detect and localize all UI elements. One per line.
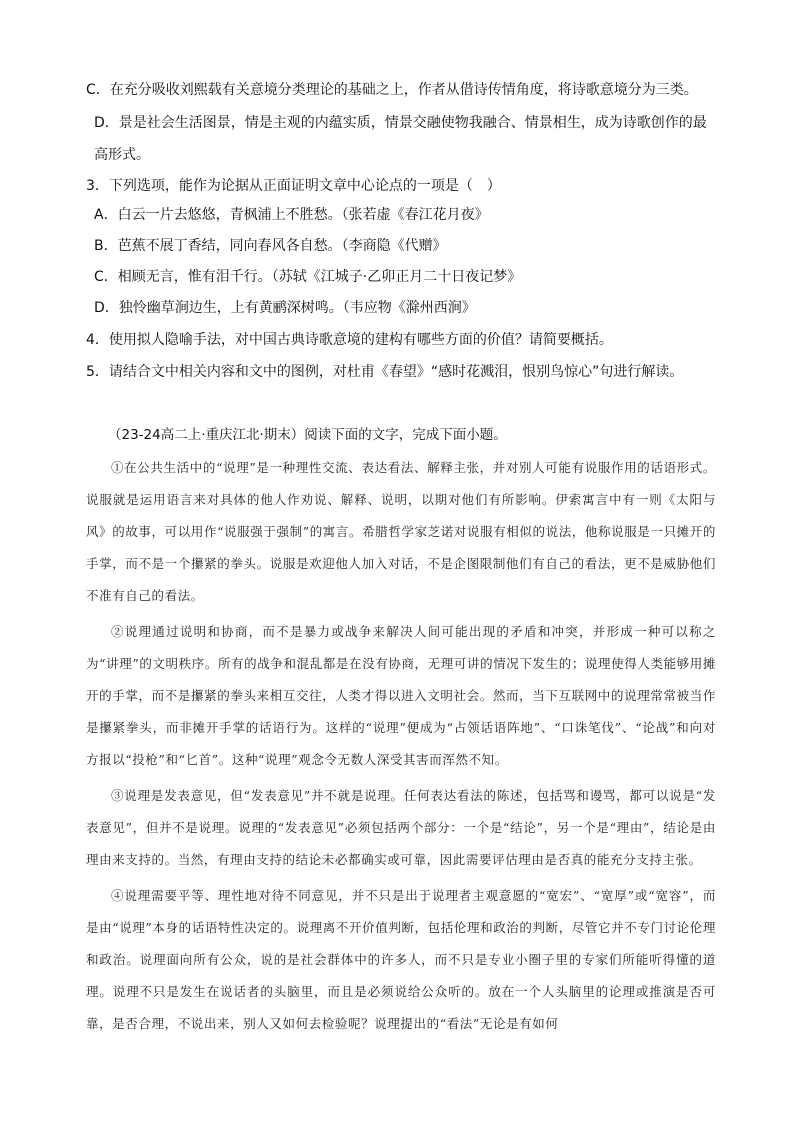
passage-body xyxy=(86,452,716,1040)
passage-paragraph-1: ①在公共生活中的“说理”是一种理性交流、表达看法、解释主张，并对别人可能有说服作用的话语形式。说服就是运用语言来对具体的他人作劝说、解释、说明，以期对他们有所影响。伊索寓言中有一则《太阳与风》的故事，可以用作“说服强于强制”的寓言。希腊哲学家芝诺对说服有相似的说法，他称说服是一只摊开的手掌，而不是一个攥紧的拳头。说服是欢迎他人加入对话，不是企图限制他们有自己的看法，更不是威胁他们不准有自己的看法。 xyxy=(86,460,716,603)
question-4: 4．使用拟人隐喻手法，对中国古典诗歌意境的建构有哪些方面的价值？请简要概括。 xyxy=(86,332,613,348)
passage-source-line: （23-24高二上·重庆江北·期末）阅读下面的文字，完成下面小题。 xyxy=(108,427,507,443)
question-3-stem: 3．下列选项，能作为论据从正面证明文章中心论点的一项是（ ） xyxy=(86,178,501,194)
passage-paragraph-3: ③说理是发表意见，但“发表意见”并不就是说理。任何表达看法的陈述，包括骂和谩骂，都可以说是“发表意见”，但并不是说理。说理的“发表意见”必须包括两个部分：一个是“结论”，另一个是“理由”，结论是由理由来支持的。当然，有理由支持的结论未必都确实或可靠，因此需要评估理由是否真的能充分支持主张。 xyxy=(86,788,716,867)
passage-paragraph-4: ④说理需要平等、理性地对待不同意见，并不只是出于说理者主观意愿的“宽宏”、“宽厚”或“宽容”，而是由“说理”本身的话语特性决定的。说理离不开价值判断，包括伦理和政治的判断，尽管它并不专门讨论伦理和政治。说理面向所有公众，说的是社会群体中的许多人，而不只是专业小圈子里的专家们所能听得懂的道理。说理不只是发生在说话者的头脑里，而且是必须说给公众听的。放在一个人头脑里的论理或推演是否可靠，是否合理，不说出来，别人又如何去检验呢？说理提出的“看法”无论是有如何 xyxy=(86,888,716,1031)
question-3-option-a: A．白云一片去悠悠，青枫浦上不胜愁。（张若虚《春江花月夜》 xyxy=(94,207,489,223)
passage-paragraph-2: ②说理通过说明和协商，而不是暴力或战争来解决人间可能出现的矛盾和冲突，并形成一种可以称之为“讲理”的文明秩序。所有的战争和混乱都是在没有协商，无理可讲的情况下发生的；说理使得人类能够用摊开的手掌，而不是攥紧的拳头来相互交往，人类才得以进入文明社会。然而，当下互联网中的说理常常被当作是攥紧拳头，而非摊开手掌的话语行为。这样的“说理”便成为“占领话语阵地”、“口诛笔伐”、“论战”和向对方报以“投枪”和“匕首”。这种“说理”观念令无数人深受其害而浑然不知。 xyxy=(86,624,716,767)
question-3-option-b: B．芭蕉不展丁香结，同向春风各自愁。（李商隐《代赠》 xyxy=(94,238,447,254)
question-3-option-d: D．独怜幽草涧边生，上有黄鹂深树鸣。（韦应物《滁州西涧》 xyxy=(94,300,476,316)
option-c-prev: C．在充分吸收刘熙载有关意境分类理论的基础之上，作者从借诗传情角度，将诗歌意境分为三类。 xyxy=(86,82,698,98)
question-5: 5．请结合文中相关内容和文中的图例，对杜甫《春望》“感时花溅泪，恨别鸟惊心”句进行解读。 xyxy=(86,364,684,380)
option-d-prev: D．景是社会生活图景，情是主观的内蕴实质，情景交融使物我融合、情景相生，成为诗歌创作的最高形式。 xyxy=(94,115,707,163)
question-3-option-c: C．相顾无言，惟有泪千行。（苏轼《江城子·乙卯正月二十日夜记梦》 xyxy=(94,269,522,285)
